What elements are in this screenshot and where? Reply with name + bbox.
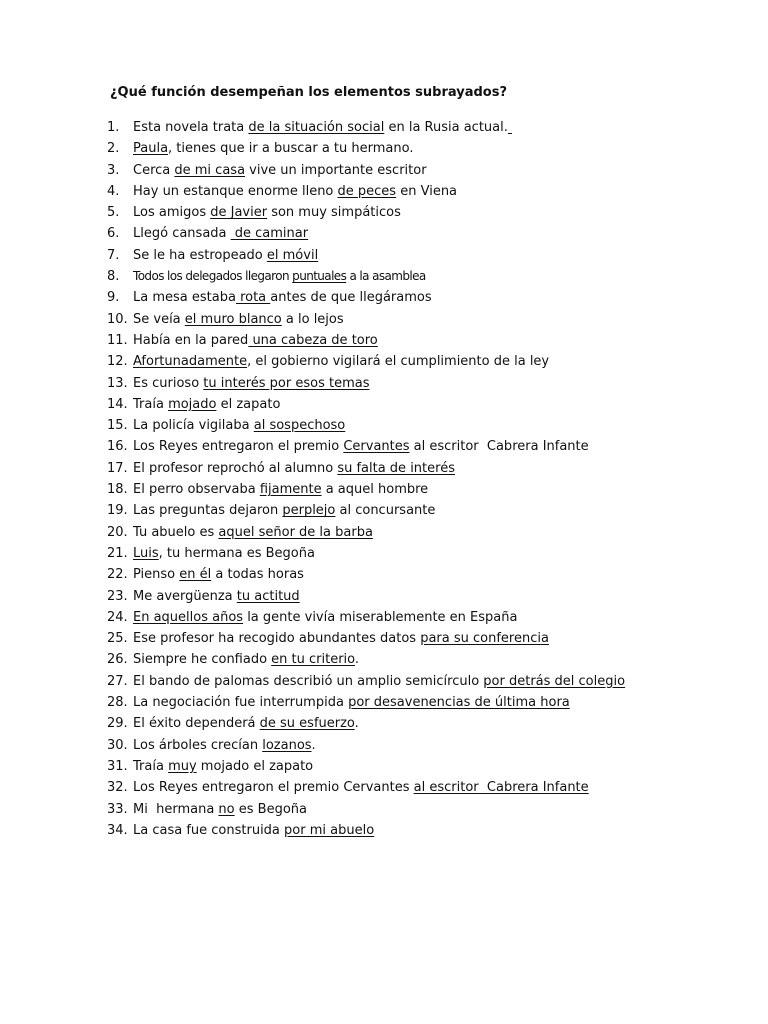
list-item [107,737,625,758]
item-number: 31. [107,758,128,774]
sentence-text: El éxito dependerá [133,716,260,732]
underlined-element: una cabeza de toro [248,332,378,348]
list-item [107,375,625,396]
item-sentence [133,333,378,348]
item-sentence [133,567,304,582]
list-item [107,332,625,353]
underlined-element: Luis [133,545,159,561]
list-item [107,673,625,694]
underlined-element: el muro blanco [184,311,282,327]
item-sentence [133,226,308,241]
sentence-text: El perro observaba [133,482,260,498]
item-number: 7. [107,247,120,263]
list-item [107,502,625,523]
sentence-text: Siempre he confiado [133,652,272,668]
underlined-element: en él [179,567,212,583]
sentence-text: Los amigos [133,205,211,221]
item-sentence [133,525,373,540]
sentence-text: Los árboles crecían [133,737,263,753]
item-sentence [133,312,344,327]
underlined-element: tu interés por esos temas [203,375,370,391]
sentence-text: , el gobierno vigilará el cumplimiento de la ley [247,354,550,370]
list-item [107,694,625,715]
underlined-element: mojado [168,396,217,412]
underlined-element: puntuales [292,269,347,284]
list-item [107,801,625,822]
sentence-text: a todas horas [211,567,304,583]
sentence-text: Mi hermana [133,801,219,817]
list-item [107,609,625,630]
underlined-element: su falta de interés [337,460,455,476]
item-number: 19. [107,503,128,519]
underlined-element: de la situación social [248,120,385,135]
underlined-element: por mi abuelo [284,822,375,838]
sentence-text: La mesa estaba [133,290,236,306]
item-sentence [133,163,427,178]
item-sentence [133,354,549,369]
item-number: 32. [107,780,128,796]
item-sentence [133,546,315,561]
list-item [107,566,625,587]
item-number: 2. [107,141,120,157]
item-sentence [133,674,625,689]
underlined-element: de su esfuerzo [259,716,355,732]
underlined-element: Cervantes [343,439,410,455]
list-item [107,183,625,204]
item-sentence [133,290,432,305]
list-item [107,204,625,225]
sentence-text: es Begoña [234,801,307,817]
sentence-text: El bando de palomas describió un amplio semicírculo [133,673,484,689]
list-item [107,715,625,736]
item-sentence [133,759,313,774]
underlined-element: de Javier [210,205,268,221]
sentence-text: Había en la pared [133,332,249,348]
list-item [107,247,625,268]
list-item [107,417,625,438]
item-sentence [133,503,435,518]
sentence-text: antes de que llegáramos [270,290,432,306]
item-number: 8. [107,269,120,285]
item-number: 14. [107,396,128,412]
sentence-text: Ese profesor ha recogido abundantes datos [133,631,421,647]
underlined-element: tu actitud [236,588,300,604]
sentence-text: al escritor Cabrera Infante [409,439,589,455]
list-item [107,268,625,289]
item-sentence [133,695,570,710]
list-item [107,460,625,481]
item-sentence [133,610,517,625]
underlined-element: de caminar [230,226,309,242]
item-sentence [133,461,455,476]
list-item [107,396,625,417]
list-item [107,822,625,843]
underlined-element: para su conferencia [420,631,549,647]
sentence-text: Hay un estanque enorme lleno [133,183,338,199]
item-sentence [133,589,300,604]
sentence-text: La policía vigilaba [133,418,254,434]
underlined-element: por detrás del colegio [483,673,626,689]
item-sentence [133,780,589,795]
item-sentence [133,248,318,263]
item-sentence [133,269,426,283]
item-sentence [133,631,549,646]
underlined-element: Paula [133,141,169,157]
item-number: 16. [107,439,128,455]
underlined-element: el móvil [266,247,319,263]
sentence-text: Traía [133,396,169,412]
sentence-text: vive un importante escritor [245,162,427,178]
sentence-text: Cerca [133,162,175,178]
sentence-text: Se veía [133,311,185,327]
item-sentence [133,141,413,156]
item-sentence [133,418,345,433]
item-sentence [133,205,401,220]
item-number: 6. [107,226,120,242]
sentence-text: al concursante [335,503,436,519]
item-sentence [133,120,512,135]
list-item [107,353,625,374]
item-number: 1. [107,120,120,135]
underlined-element: aquel señor de la barba [218,524,373,540]
sentence-text: mojado el zapato [196,758,314,774]
sentence-text: Esta novela trata [133,120,249,135]
item-number: 4. [107,183,120,199]
underlined-element: al sospechoso [253,418,346,434]
sentence-text: . [311,737,316,753]
item-number: 20. [107,524,128,540]
list-item [107,289,625,310]
list-item [107,545,625,566]
sentence-text: Me avergüenza [133,588,237,604]
sentence-text: Las preguntas dejaron [133,503,283,519]
item-sentence [133,184,457,199]
list-item [107,481,625,502]
item-number: 3. [107,162,120,178]
sentence-text: en Viena [396,183,458,199]
item-number: 18. [107,482,128,498]
list-item [107,119,625,140]
underlined-element: no [218,801,235,817]
item-sentence [133,738,316,753]
item-number: 23. [107,588,128,604]
sentence-text: en la Rusia actual. [384,120,508,135]
item-number: 22. [107,567,128,583]
item-sentence [133,439,589,454]
sentence-text: son muy simpáticos [267,205,401,221]
underlined-element: en tu criterio [271,652,355,668]
list-item [107,225,625,246]
list-item [107,438,625,459]
item-sentence [133,376,369,391]
sentence-text: a la asamblea [346,269,426,284]
underlined-element: lozanos [262,737,312,753]
item-number: 34. [107,822,128,838]
list-item [107,588,625,609]
underlined-element: perplejo [282,503,336,519]
sentence-text: . [354,652,360,668]
sentence-text: Los Reyes entregaron el premio [133,439,344,455]
item-number: 9. [107,290,120,306]
item-number: 10. [107,311,128,327]
underlined-element [508,120,512,135]
item-number: 26. [107,652,128,668]
item-sentence [133,802,307,817]
sentence-text: Pienso [133,567,180,583]
sentence-text: Se le ha estropeado [133,247,267,263]
sentence-text: Todos los delegados llegaron [133,269,293,284]
item-sentence [133,716,359,731]
sentence-text: a aquel hombre [321,482,429,498]
sentence-text: Tu abuelo es [133,524,219,540]
item-sentence [133,652,359,667]
item-number: 25. [107,631,128,647]
item-number: 28. [107,695,128,711]
sentence-text: Es curioso [133,375,204,391]
sentence-text: Traía [133,758,169,774]
item-number: 17. [107,460,128,476]
sentence-text: , tu hermana es Begoña [158,545,315,561]
item-number: 13. [107,375,128,391]
item-sentence [133,482,428,497]
list-item [107,162,625,183]
item-number: 11. [107,332,128,348]
exercise-list [107,119,625,843]
item-number: 27. [107,673,128,689]
underlined-element: al escritor Cabrera Infante [413,780,589,796]
sentence-text: la gente vivía miserablemente en España [243,609,518,625]
underlined-element: Afortunadamente [133,354,248,370]
underlined-element: fijamente [259,482,322,498]
sentence-text: Llegó cansada [133,226,231,242]
underlined-element: de mi casa [174,162,246,178]
underlined-element: En aquellos años [133,609,244,625]
list-item [107,311,625,332]
item-sentence [133,397,280,412]
underlined-element: de peces [337,183,397,199]
item-number: 30. [107,737,128,753]
item-number: 24. [107,609,128,625]
list-item [107,651,625,672]
sentence-text: Los Reyes entregaron el premio Cervantes [133,780,414,796]
sentence-text: , tienes que ir a buscar a tu hermano. [168,141,414,157]
item-sentence [133,823,374,838]
sentence-text: . [354,716,359,732]
item-number: 5. [107,205,120,221]
list-item [107,524,625,545]
item-number: 29. [107,716,128,732]
item-number: 12. [107,354,128,370]
sentence-text: La casa fue construida [133,822,285,838]
page-title: ¿Qué función desempeñan los elementos subrayados? [110,85,507,100]
sentence-text: el zapato [216,396,281,412]
item-number: 21. [107,545,128,561]
list-item [107,630,625,651]
underlined-element: muy [168,758,197,774]
sentence-text: El profesor reprochó al alumno [133,460,338,476]
list-item [107,758,625,779]
underlined-element: rota [235,290,271,306]
list-item [107,140,625,161]
sentence-text: La negociación fue interrumpida [133,695,349,711]
item-number: 15. [107,418,128,434]
list-item [107,779,625,800]
sentence-text: a lo lejos [281,311,344,327]
underlined-element: por desavenencias de última hora [348,695,570,711]
item-number: 33. [107,801,128,817]
